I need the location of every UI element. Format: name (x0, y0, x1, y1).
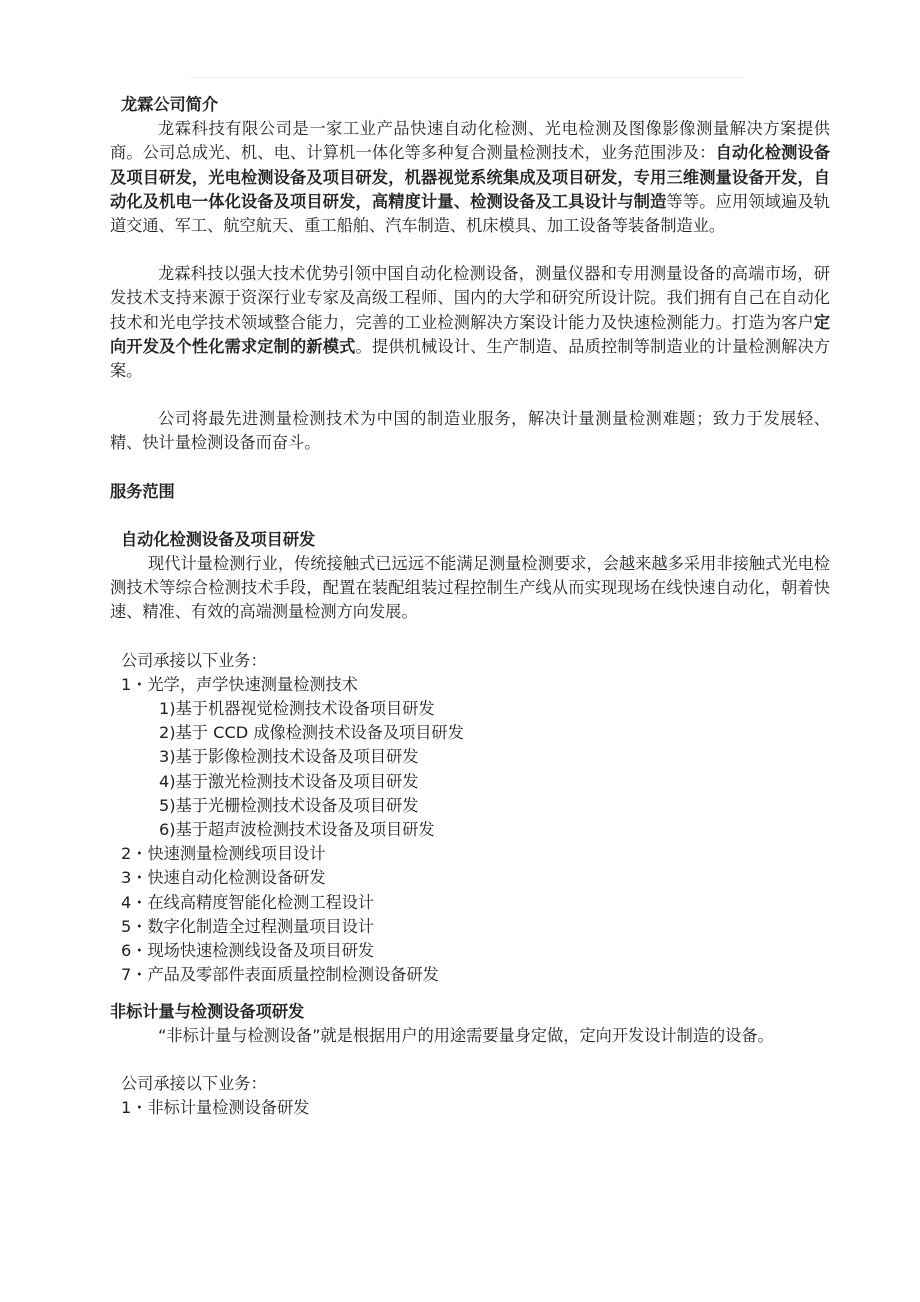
list-item: 3・快速自动化检测设备研发 (121, 868, 326, 888)
intro-paragraph-3: 公司将最先进测量检测技术为中国的制造业服务，解决计量测量检测难题；致力于发展轻、精、快计量检测设备而奋斗。 (110, 409, 830, 453)
list-item: 5・数字化制造全过程测量项目设计 (121, 916, 375, 936)
document-body (110, 93, 830, 1120)
list-item: 6・现场快速检测线设备及项目研发 (121, 941, 375, 961)
intro-paragraph-1: 龙霖科技有限公司是一家工业产品快速自动化检测、光电检测及图像影像测量解决方案提供商。公司总成光、机、电、计算机一体化等多种复合测量检测技术，业务范围涉及：自动化检测设备及项目研发，光电检测设备及项目研发，机器视觉系统集成及项目研发，专用三维测量设备开发，自动化及机电一体化设备及项目研发，高精度计量、检测设备及工具设计与制造等等。应用领域遍及轨道交通、军工、航空航天、重工船舶、汽车制造、机床模具、加工设备等装备制造业。 (110, 119, 831, 236)
nonstd-section-heading: 非标计量与检测设备项研发 (110, 1001, 305, 1021)
list-item: 1・非标计量检测设备研发 (121, 1098, 310, 1118)
business-scope-bold: 自动化检测设备及项目研发，光电检测设备及项目研发，机器视觉系统集成及项目研发，专用三维测量设备开发，自动化及机电一体化设备及项目研发，高精度计量、检测设备及工具设计与制造 (110, 143, 831, 211)
auto-section-paragraph: 现代计量检测行业，传统接触式已远远不能满足测量检测要求，会越来越多采用非接触式光电检测技术等综合检测技术手段，配置在装配组装过程控制生产线从而实现现场在线快速自动化，朝着快速、精准、有效的高端测量检测方向发展。 (110, 554, 830, 622)
nonstd-list-intro: 公司承接以下业务： (121, 1073, 267, 1093)
intro-heading: 龙霖公司简介 (121, 95, 219, 114)
page-header-rule (190, 77, 745, 78)
intro-paragraph-2: 龙霖科技以强大技术优势引领中国自动化检测设备，测量仪器和专用测量设备的高端市场，研发技术支持来源于资深行业专家及高级工程师、国内的大学和研究所设计院。我们拥有自己在自动化技术和光电学技术领域整合能力，完善的工业检测解决方案设计能力及快速检测能力。打造为客户定向开发及个性化需求定制的新模式。提供机械设计、生产制造、品质控制等制造业的计量检测解决方案。 (110, 264, 830, 381)
list-item: 1・光学，声学快速测量检测技术 (121, 674, 358, 694)
list-item: 4・在线高精度智能化检测工程设计 (121, 892, 375, 912)
list-item: 2・快速测量检测线项目设计 (121, 844, 326, 864)
new-model-bold: 定向开发及个性化需求定制的新模式 (110, 312, 830, 356)
sub-list-item: 2)基于 CCD 成像检测技术设备及项目研发 (159, 723, 464, 743)
sub-list-item: 6)基于超声波检测技术设备及项目研发 (159, 820, 435, 840)
sub-list-item: 5)基于光栅检测技术设备及项目研发 (159, 795, 419, 815)
sub-list-item: 1)基于机器视觉检测技术设备项目研发 (159, 699, 435, 719)
auto-list-intro: 公司承接以下业务： (121, 650, 267, 670)
sub-list-item: 3)基于影像检测技术设备及项目研发 (159, 747, 419, 767)
nonstd-section-paragraph: “非标计量与检测设备”就是根据用户的用途需要量身定做，定向开发设计制造的设备。 (158, 1025, 774, 1045)
sub-list-item: 4)基于激光检测技术设备及项目研发 (159, 771, 419, 791)
list-item: 7・产品及零部件表面质量控制检测设备研发 (121, 965, 439, 985)
services-heading: 服务范围 (110, 481, 175, 501)
auto-section-heading: 自动化检测设备及项目研发 (121, 529, 316, 549)
